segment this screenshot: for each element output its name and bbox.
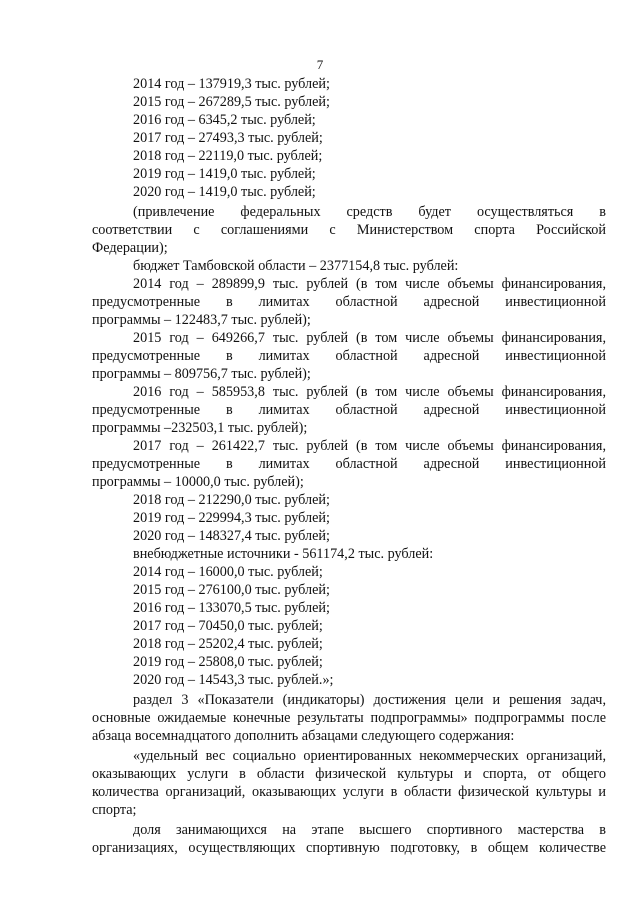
regional-year-2020: 2020 год – 148327,4 тыс. рублей; <box>133 528 330 544</box>
regional-year-line: 2014 год – 289899,9 тыс. рублей (в том числе объемы финансирования, <box>133 276 606 292</box>
extra-year-2015: 2015 год – 276100,0 тыс. рублей; <box>133 582 330 598</box>
section-line: основные ожидаемые конечные результаты подпрограммы» подпрограммы после <box>92 710 606 726</box>
regional-year-line: предусмотренные в лимитах областной адресной инвестиционной <box>92 456 606 472</box>
extra-year-2016: 2016 год – 133070,5 тыс. рублей; <box>133 600 330 616</box>
quote-line: оказывающих услуги в области физической культуры и спорта, от общего <box>92 766 606 782</box>
quote-line: «удельный вес социально ориентированных некоммерческих организаций, <box>133 748 606 764</box>
extra-year-2014: 2014 год – 16000,0 тыс. рублей; <box>133 564 323 580</box>
regional-year-line: программы –232503,1 тыс. рублей); <box>92 420 308 436</box>
extra-year-2017: 2017 год – 70450,0 тыс. рублей; <box>133 618 323 634</box>
federal-year-2015: 2015 год – 267289,5 тыс. рублей; <box>133 94 330 110</box>
federal-year-2014: 2014 год – 137919,3 тыс. рублей; <box>133 76 330 92</box>
section-line: абзаца восемнадцатого дополнить абзацами следующего содержания: <box>92 728 515 744</box>
section-line: раздел 3 «Показатели (индикаторы) достижения цели и решения задач, <box>133 692 606 708</box>
federal-year-2019: 2019 год – 1419,0 тыс. рублей; <box>133 166 316 182</box>
federal-year-2016: 2016 год – 6345,2 тыс. рублей; <box>133 112 316 128</box>
share-line: доля занимающихся на этапе высшего спортивного мастерства в <box>133 822 606 838</box>
share-line: организациях, осуществляющих спортивную подготовку, в общем количестве <box>92 840 606 856</box>
regional-year-line: предусмотренные в лимитах областной адресной инвестиционной <box>92 294 606 310</box>
regional-year-line: 2015 год – 649266,7 тыс. рублей (в том числе объемы финансирования, <box>133 330 606 346</box>
quote-line: количества организаций, оказывающих услуги в области физической культуры и <box>92 784 606 800</box>
regional-year-line: программы – 809756,7 тыс. рублей); <box>92 366 311 382</box>
regional-year-line: 2017 год – 261422,7 тыс. рублей (в том числе объемы финансирования, <box>133 438 606 454</box>
regional-year-line: 2016 год – 585953,8 тыс. рублей (в том числе объемы финансирования, <box>133 384 606 400</box>
federal-note-line: Федерации); <box>92 240 168 256</box>
regional-year-line: программы – 122483,7 тыс. рублей); <box>92 312 311 328</box>
regional-year-line: программы – 10000,0 тыс. рублей); <box>92 474 304 490</box>
extra-budget-total: внебюджетные источники - 561174,2 тыс. рублей: <box>133 546 434 562</box>
federal-note-line: (привлечение федеральных средств будет осуществляться в <box>133 204 606 220</box>
extra-year-2018: 2018 год – 25202,4 тыс. рублей; <box>133 636 323 652</box>
extra-year-2020: 2020 год – 14543,3 тыс. рублей.»; <box>133 672 334 688</box>
extra-year-2019: 2019 год – 25808,0 тыс. рублей; <box>133 654 323 670</box>
quote-line: спорта; <box>92 802 137 818</box>
regional-year-2019: 2019 год – 229994,3 тыс. рублей; <box>133 510 330 526</box>
federal-year-2018: 2018 год – 22119,0 тыс. рублей; <box>133 148 323 164</box>
regional-year-line: предусмотренные в лимитах областной адресной инвестиционной <box>92 348 606 364</box>
federal-note-line: соответствии с соглашениями с Министерством спорта Российской <box>92 222 606 238</box>
regional-budget-total: бюджет Тамбовской области – 2377154,8 тыс. рублей: <box>133 258 459 274</box>
federal-year-2017: 2017 год – 27493,3 тыс. рублей; <box>133 130 323 146</box>
regional-year-line: предусмотренные в лимитах областной адресной инвестиционной <box>92 402 606 418</box>
regional-year-2018: 2018 год – 212290,0 тыс. рублей; <box>133 492 330 508</box>
page-number: 7 <box>316 57 324 72</box>
federal-year-2020: 2020 год – 1419,0 тыс. рублей; <box>133 184 316 200</box>
